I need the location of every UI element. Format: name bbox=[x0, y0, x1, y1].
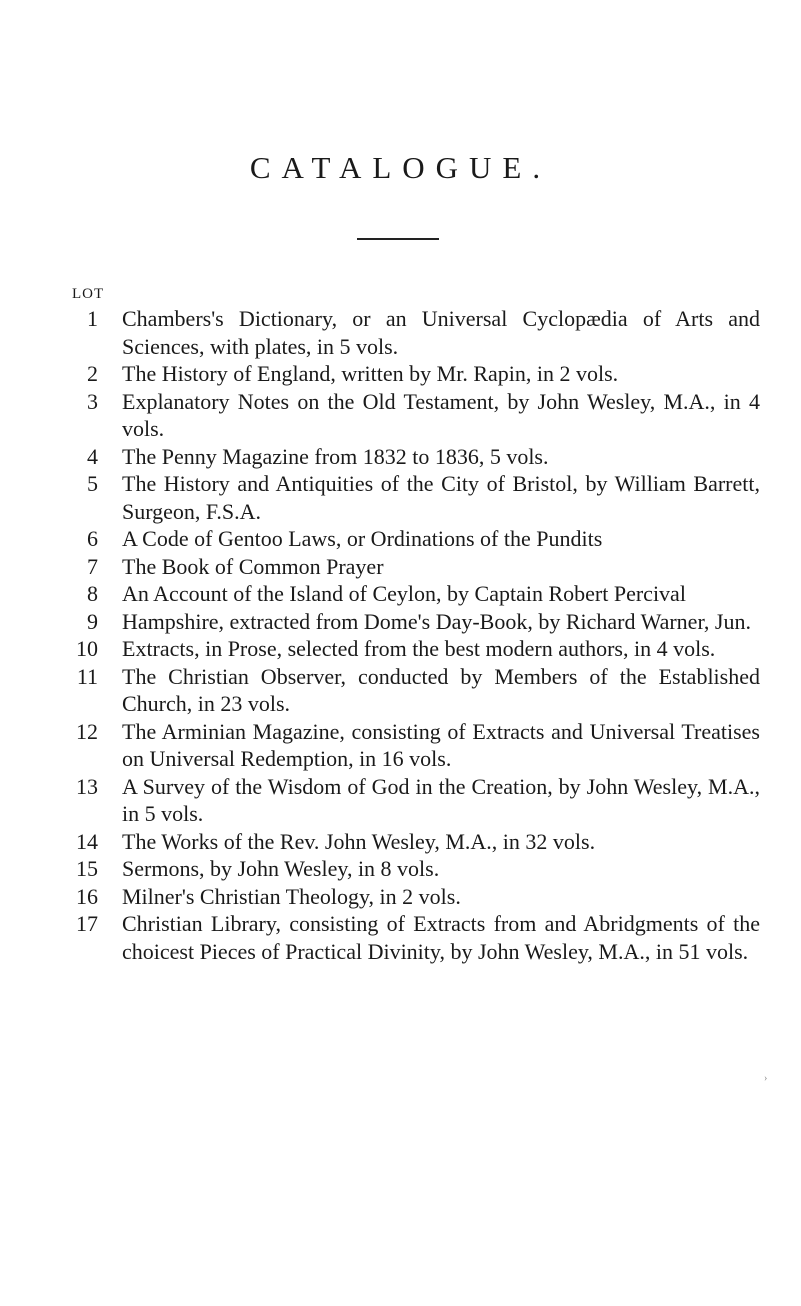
lot-number: 14 bbox=[76, 828, 98, 854]
entry-text: The History and Antiquities of the City of Bristol, by William Barrett, Surgeon, F.S.A. bbox=[122, 471, 760, 524]
lot-number: 7 bbox=[87, 553, 98, 579]
catalogue-entry bbox=[60, 525, 760, 553]
entry-text: A Survey of the Wisdom of God in the Creation, by John Wesley, M.A., in 5 vols. bbox=[122, 773, 760, 826]
lot-number: 12 bbox=[76, 718, 98, 744]
lot-number: 11 bbox=[76, 663, 98, 689]
catalogue-list bbox=[60, 305, 760, 965]
entry-text: Milner's Christian Theology, in 2 vols. bbox=[122, 883, 461, 909]
lot-number: 5 bbox=[87, 471, 98, 496]
catalogue-entry bbox=[60, 663, 760, 718]
catalogue-entry bbox=[60, 443, 760, 471]
lot-number: 15 bbox=[76, 856, 98, 881]
entry-text: The History of England, written by Mr. Rapin, in 2 vols. bbox=[122, 361, 619, 386]
entry-text: An Account of the Island of Ceylon, by Captain Robert Percival bbox=[122, 581, 686, 606]
entry-text: Explanatory Notes on the Old Testament, by John Wesley, M.A., in 4 vols. bbox=[122, 388, 760, 441]
catalogue-entry bbox=[60, 718, 760, 773]
catalogue-entry bbox=[60, 360, 760, 388]
lot-number: 3 bbox=[87, 388, 98, 414]
page-title: CATALOGUE. bbox=[249, 150, 552, 185]
lot-number: 1 bbox=[87, 306, 98, 331]
entry-text: Christian Library, consisting of Extracts from and Abridgments of the choicest Pieces of Practical Divinity, by John Wesley, M.A., in 51 vols. bbox=[122, 911, 760, 964]
lot-number: 10 bbox=[76, 636, 98, 661]
catalogue-entry bbox=[60, 773, 760, 828]
lot-number: 4 bbox=[87, 443, 98, 469]
catalogue-entry bbox=[60, 883, 760, 911]
catalogue-entry bbox=[60, 553, 760, 581]
catalogue-entry bbox=[60, 635, 760, 663]
entry-text: Hampshire, extracted from Dome's Day-Book, by Richard Warner, Jun. bbox=[122, 608, 751, 634]
title-rule bbox=[357, 238, 439, 240]
entry-text: The Works of the Rev. John Wesley, M.A., in 32 vols. bbox=[122, 828, 596, 854]
margin-mark: › bbox=[764, 1073, 768, 1084]
entry-text: Chambers's Dictionary, or an Universal Cyclopædia of Arts and Sciences, with plates, in 5 vols. bbox=[122, 306, 760, 359]
entry-text: The Book of Common Prayer bbox=[122, 553, 384, 579]
catalogue-entry bbox=[60, 470, 760, 525]
entry-text: The Penny Magazine from 1832 to 1836, 5 vols. bbox=[122, 443, 549, 469]
lot-number: 16 bbox=[76, 883, 98, 909]
catalogue-entry bbox=[60, 608, 760, 636]
lot-number: 9 bbox=[87, 608, 98, 634]
catalogue-entry bbox=[60, 580, 760, 608]
catalogue-entry bbox=[60, 855, 760, 883]
catalogue-entry bbox=[60, 388, 760, 443]
lot-number: 13 bbox=[76, 773, 98, 799]
lot-number: 17 bbox=[76, 911, 98, 936]
entry-text: The Christian Observer, conducted by Members of the Established Church, in 23 vols. bbox=[122, 663, 760, 716]
entry-text: Sermons, by John Wesley, in 8 vols. bbox=[122, 856, 440, 881]
entry-text: Extracts, in Prose, selected from the best modern authors, in 4 vols. bbox=[122, 636, 716, 661]
lot-number: 6 bbox=[87, 526, 98, 551]
catalogue-entry bbox=[60, 910, 760, 965]
lot-number: 8 bbox=[87, 581, 98, 606]
catalogue-entry bbox=[60, 305, 760, 360]
catalogue-entry bbox=[60, 828, 760, 856]
entry-text: A Code of Gentoo Laws, or Ordinations of the Pundits bbox=[122, 526, 603, 551]
entry-text: The Arminian Magazine, consisting of Extracts and Universal Treatises on Universal Redemption, in 16 vols. bbox=[122, 718, 760, 771]
lot-number: 2 bbox=[87, 361, 98, 386]
lot-column-heading: LOT bbox=[72, 286, 105, 302]
